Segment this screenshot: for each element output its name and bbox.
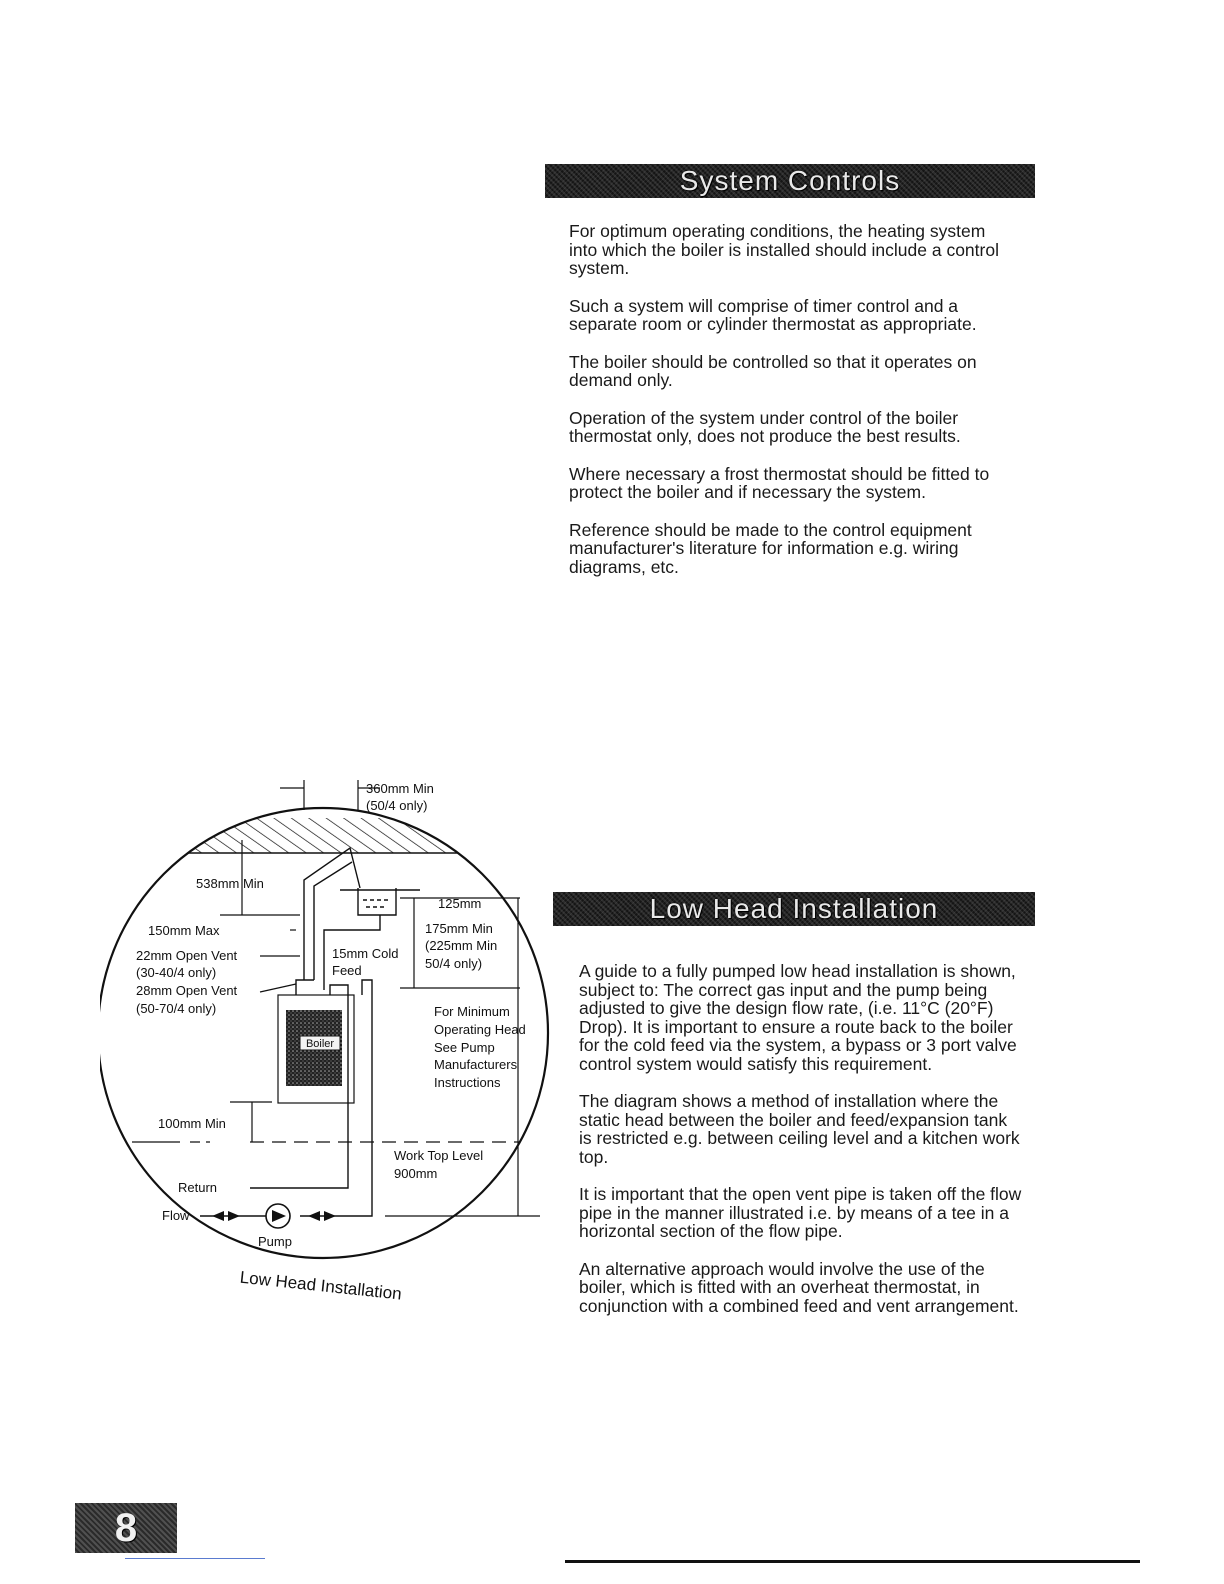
ceiling-hatch [100, 818, 560, 853]
paragraph: An alternative approach would involve the use of the boiler, which is fitted with an overheat thermostat, in conjunction with a combined feed and vent arrangement. [579, 1258, 1019, 1316]
diagram-caption: Low Head Installation [238, 1267, 403, 1304]
dim-175-note-1: (225mm Min [425, 938, 498, 953]
vent-22-label: 22mm Open Vent [136, 948, 238, 963]
system-controls-body [569, 222, 1014, 595]
dim-175-note-2: 50/4 only) [425, 956, 483, 971]
head-note-2: Operating Head [434, 1022, 526, 1037]
worktop-label: Work Top Level [394, 1148, 484, 1163]
vent-28-note: (50-70/4 only) [136, 1001, 217, 1016]
cold-feed-label-2: Feed [332, 963, 362, 978]
boiler-label: Boiler [305, 1038, 335, 1050]
paragraph: Where necessary a frost thermostat should be fitted to protect the boiler and if necessary the system. [569, 463, 990, 502]
dim-125-label: 125mm [438, 896, 482, 911]
cold-feed-label: 15mm Cold [332, 946, 399, 961]
system-controls-heading-banner [545, 164, 1035, 198]
pump-icon [212, 1204, 336, 1228]
paragraph: The boiler should be controlled so that it operates on demand only. [569, 351, 977, 390]
dim-100-label: 100mm Min [158, 1116, 226, 1131]
paragraph: Reference should be made to the control equipment manufacturer's literature for information e.g. wiring diagrams, etc. [569, 519, 972, 577]
paragraph: For optimum operating conditions, the heating system into which the boiler is installed should include a control system. [569, 221, 999, 278]
worktop-note: 900mm [394, 1166, 438, 1181]
feed-expansion-tank [340, 888, 420, 915]
footer-rule-right [565, 1560, 1140, 1563]
low-head-heading-banner [553, 892, 1035, 926]
head-note-3: See Pump [434, 1040, 495, 1055]
page-number-badge [75, 1503, 177, 1553]
paragraph: Operation of the system under control of the boiler thermostat only, does not produce the best results. [569, 407, 961, 446]
low-head-heading: Low Head Installation [649, 893, 939, 924]
dim-538-label: 538mm Min [196, 876, 264, 891]
system-controls-heading: System Controls [679, 165, 901, 196]
low-head-installation-diagram [100, 770, 560, 1310]
footer-rule-left [125, 1558, 265, 1559]
pump-label: Pump [258, 1234, 292, 1249]
vent-22-note: (30-40/4 only) [136, 965, 217, 980]
return-label: Return [178, 1180, 218, 1195]
paragraph: Such a system will comprise of timer control and a separate room or cylinder thermostat as appropriate. [569, 295, 977, 334]
dim-360-note: (50/4 only) [366, 798, 428, 813]
head-note-1: For Minimum [434, 1004, 510, 1019]
page-number: 8 [114, 1505, 138, 1550]
paragraph: The diagram shows a method of installation where the static head between the boiler and feed/expansion tank is restricted e.g. between ceiling level and a kitchen work top. [579, 1091, 1020, 1167]
head-note-5: Instructions [434, 1075, 501, 1090]
flow-label: Flow [162, 1208, 190, 1223]
boiler [278, 995, 354, 1103]
dim-150-label: 150mm Max [148, 923, 220, 938]
paragraph: It is important that the open vent pipe is taken off the flow pipe in the manner illustrated i.e. by means of a tee in a horizontal section of the flow pipe. [579, 1184, 1022, 1241]
vent-28-label: 28mm Open Vent [136, 983, 238, 998]
head-note-4: Manufacturers [434, 1057, 518, 1072]
low-head-body [579, 962, 1024, 1334]
dim-175-label: 175mm Min [425, 921, 493, 936]
paragraph: A guide to a fully pumped low head installation is shown, subject to: The correct gas input and the pump being adjusted to give the design flow rate, (i.e. 11°C (20°F) Drop). It is important to ensure a route back to the boiler for the cold feed via the system, a bypass or 3 port valve control system would satisfy this requirement. [579, 961, 1017, 1074]
dim-360-label: 360mm Min [366, 781, 434, 796]
